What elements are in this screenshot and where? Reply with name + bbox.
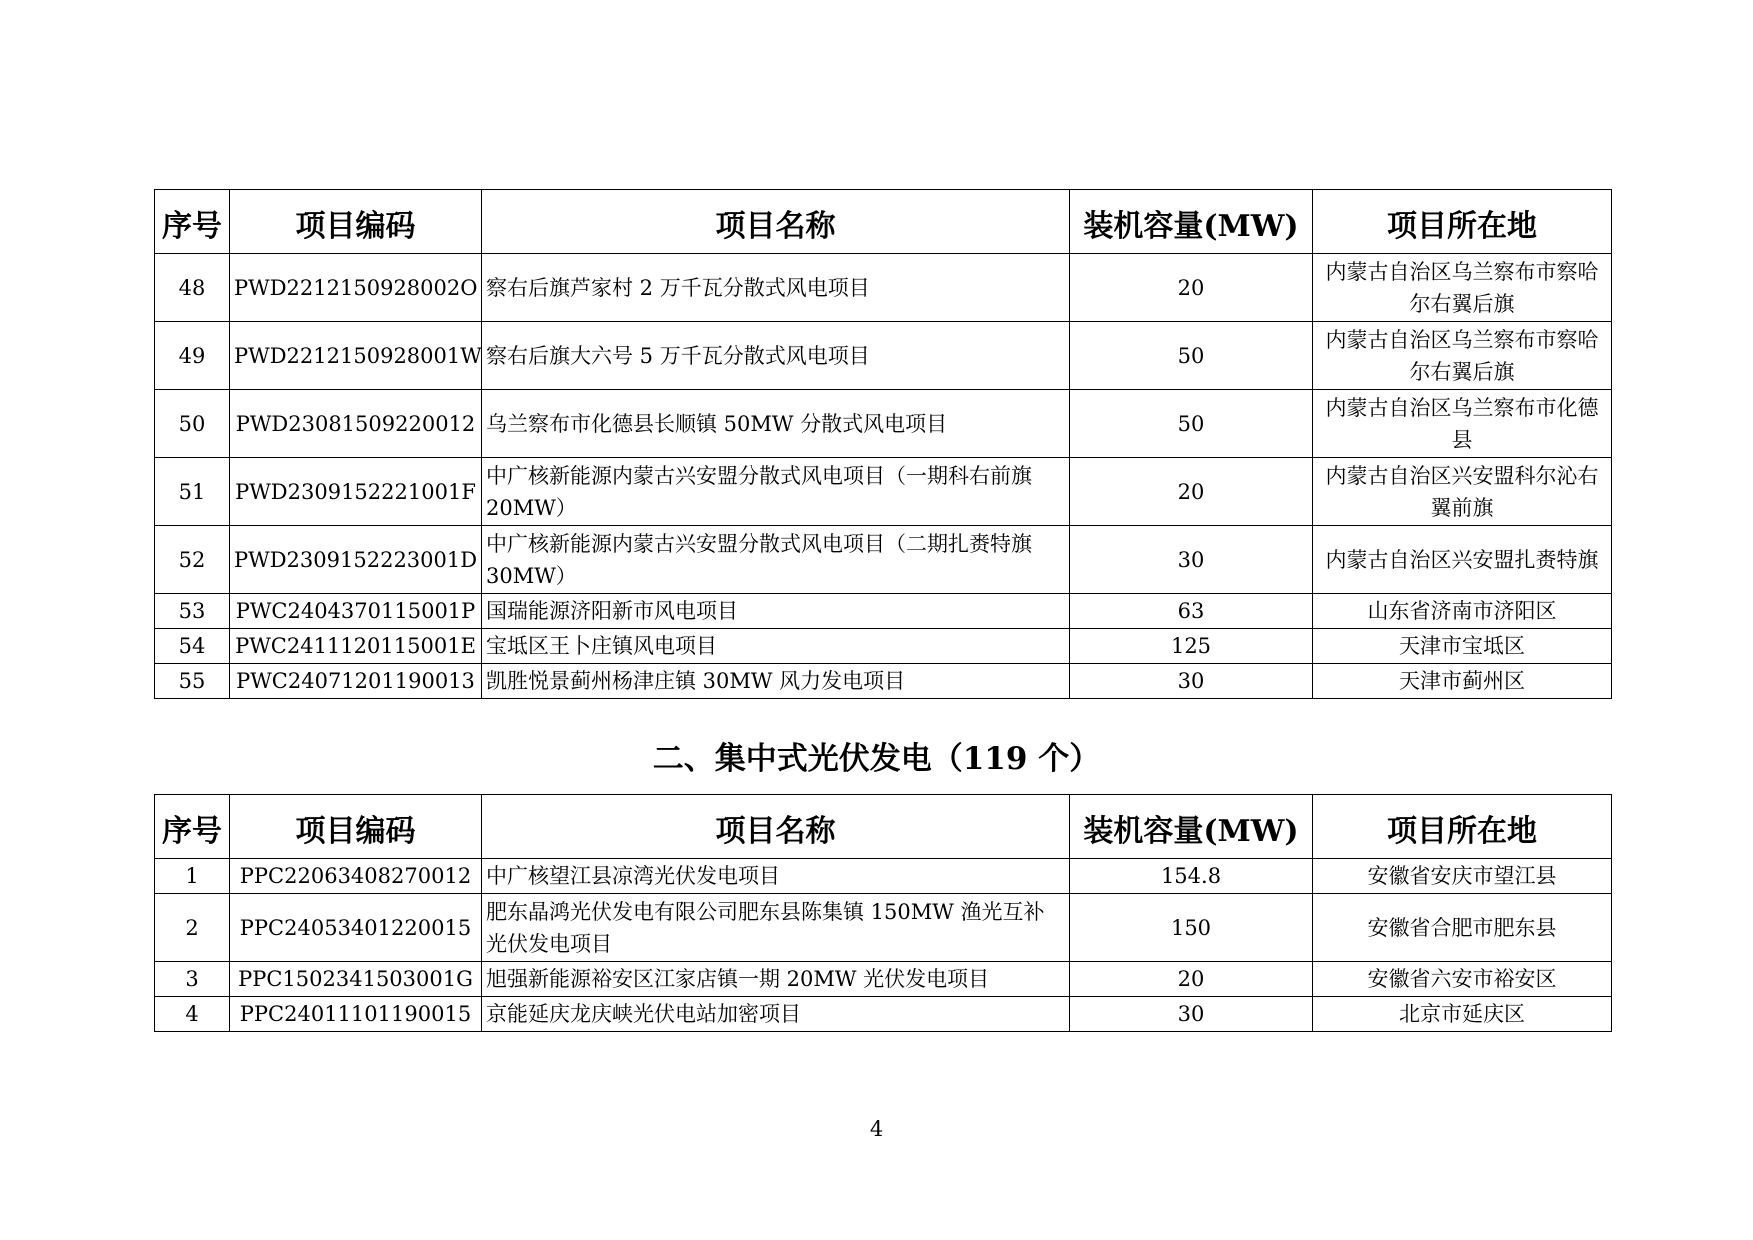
cell-capacity: 150 bbox=[1070, 894, 1313, 962]
wind-project-table bbox=[154, 189, 1612, 699]
cell-location: 安徽省合肥市肥东县 bbox=[1313, 894, 1612, 962]
cell-code: PWD2309152221001F bbox=[230, 458, 482, 526]
cell-name: 京能延庆龙庆峡光伏电站加密项目 bbox=[482, 997, 1070, 1032]
cell-name: 中广核望江县凉湾光伏发电项目 bbox=[482, 859, 1070, 894]
table-row bbox=[155, 390, 1612, 458]
cell-capacity: 20 bbox=[1070, 962, 1313, 997]
header-name: 项目名称 bbox=[482, 795, 1070, 859]
header-seq: 序号 bbox=[155, 190, 230, 254]
section-heading: 二、集中式光伏发电（119 个） bbox=[652, 741, 1101, 777]
cell-code: PWD2212150928001W bbox=[230, 322, 482, 390]
cell-name: 中广核新能源内蒙古兴安盟分散式风电项目（一期科右前旗 20MW） bbox=[482, 458, 1070, 526]
cell-name: 肥东晶鸿光伏发电有限公司肥东县陈集镇 150MW 渔光互补光伏发电项目 bbox=[482, 894, 1070, 962]
cell-capacity: 30 bbox=[1070, 664, 1313, 699]
cell-code: PWC24071201190013 bbox=[230, 664, 482, 699]
cell-seq: 48 bbox=[155, 254, 230, 322]
cell-name: 旭强新能源裕安区江家店镇一期 20MW 光伏发电项目 bbox=[482, 962, 1070, 997]
cell-name: 宝坻区王卜庄镇风电项目 bbox=[482, 629, 1070, 664]
cell-code: PWD2212150928002O bbox=[230, 254, 482, 322]
cell-location: 天津市蓟州区 bbox=[1313, 664, 1612, 699]
table-header-row bbox=[155, 190, 1612, 254]
cell-name: 国瑞能源济阳新市风电项目 bbox=[482, 594, 1070, 629]
cell-name: 察右后旗芦家村 2 万千瓦分散式风电项目 bbox=[482, 254, 1070, 322]
cell-location: 天津市宝坻区 bbox=[1313, 629, 1612, 664]
header-location: 项目所在地 bbox=[1313, 190, 1612, 254]
header-seq: 序号 bbox=[155, 795, 230, 859]
cell-seq: 49 bbox=[155, 322, 230, 390]
cell-name: 察右后旗大六号 5 万千瓦分散式风电项目 bbox=[482, 322, 1070, 390]
table-row bbox=[155, 254, 1612, 322]
table-header-row bbox=[155, 795, 1612, 859]
cell-seq: 55 bbox=[155, 664, 230, 699]
cell-location: 山东省济南市济阳区 bbox=[1313, 594, 1612, 629]
cell-code: PPC24011101190015 bbox=[230, 997, 482, 1032]
header-code: 项目编码 bbox=[230, 190, 482, 254]
cell-name: 凯胜悦景蓟州杨津庄镇 30MW 风力发电项目 bbox=[482, 664, 1070, 699]
cell-code: PPC24053401220015 bbox=[230, 894, 482, 962]
cell-code: PWC2411120115001E bbox=[230, 629, 482, 664]
cell-capacity: 125 bbox=[1070, 629, 1313, 664]
header-location: 项目所在地 bbox=[1313, 795, 1612, 859]
table-row bbox=[155, 526, 1612, 594]
solar-project-table bbox=[154, 794, 1612, 1032]
cell-capacity: 30 bbox=[1070, 997, 1313, 1032]
table-row bbox=[155, 997, 1612, 1032]
cell-location: 安徽省六安市裕安区 bbox=[1313, 962, 1612, 997]
table-row bbox=[155, 664, 1612, 699]
cell-location: 内蒙古自治区兴安盟扎赉特旗 bbox=[1313, 526, 1612, 594]
cell-seq: 51 bbox=[155, 458, 230, 526]
header-code: 项目编码 bbox=[230, 795, 482, 859]
cell-capacity: 20 bbox=[1070, 254, 1313, 322]
cell-capacity: 50 bbox=[1070, 322, 1313, 390]
cell-capacity: 50 bbox=[1070, 390, 1313, 458]
table-row bbox=[155, 962, 1612, 997]
cell-capacity: 20 bbox=[1070, 458, 1313, 526]
cell-seq: 54 bbox=[155, 629, 230, 664]
cell-capacity: 30 bbox=[1070, 526, 1313, 594]
cell-location: 北京市延庆区 bbox=[1313, 997, 1612, 1032]
cell-seq: 4 bbox=[155, 997, 230, 1032]
cell-seq: 52 bbox=[155, 526, 230, 594]
cell-seq: 1 bbox=[155, 859, 230, 894]
table-row bbox=[155, 594, 1612, 629]
header-capacity: 装机容量(MW) bbox=[1070, 190, 1313, 254]
header-capacity: 装机容量(MW) bbox=[1070, 795, 1313, 859]
cell-code: PPC1502341503001G bbox=[230, 962, 482, 997]
cell-code: PWD2309152223001D bbox=[230, 526, 482, 594]
cell-capacity: 154.8 bbox=[1070, 859, 1313, 894]
table-row bbox=[155, 322, 1612, 390]
cell-location: 内蒙古自治区兴安盟科尔沁右翼前旗 bbox=[1313, 458, 1612, 526]
table-row bbox=[155, 458, 1612, 526]
cell-seq: 2 bbox=[155, 894, 230, 962]
table-row bbox=[155, 894, 1612, 962]
cell-location: 内蒙古自治区乌兰察布市察哈尔右翼后旗 bbox=[1313, 322, 1612, 390]
cell-code: PWC2404370115001P bbox=[230, 594, 482, 629]
cell-seq: 50 bbox=[155, 390, 230, 458]
cell-location: 安徽省安庆市望江县 bbox=[1313, 859, 1612, 894]
table-row bbox=[155, 629, 1612, 664]
header-name: 项目名称 bbox=[482, 190, 1070, 254]
cell-seq: 53 bbox=[155, 594, 230, 629]
cell-location: 内蒙古自治区乌兰察布市化德县 bbox=[1313, 390, 1612, 458]
cell-name: 乌兰察布市化德县长顺镇 50MW 分散式风电项目 bbox=[482, 390, 1070, 458]
table-row bbox=[155, 859, 1612, 894]
cell-location: 内蒙古自治区乌兰察布市察哈尔右翼后旗 bbox=[1313, 254, 1612, 322]
cell-name: 中广核新能源内蒙古兴安盟分散式风电项目（二期扎赉特旗 30MW） bbox=[482, 526, 1070, 594]
cell-code: PPC22063408270012 bbox=[230, 859, 482, 894]
page-number: 4 bbox=[869, 1117, 884, 1141]
cell-capacity: 63 bbox=[1070, 594, 1313, 629]
cell-seq: 3 bbox=[155, 962, 230, 997]
cell-code: PWD23081509220012 bbox=[230, 390, 482, 458]
